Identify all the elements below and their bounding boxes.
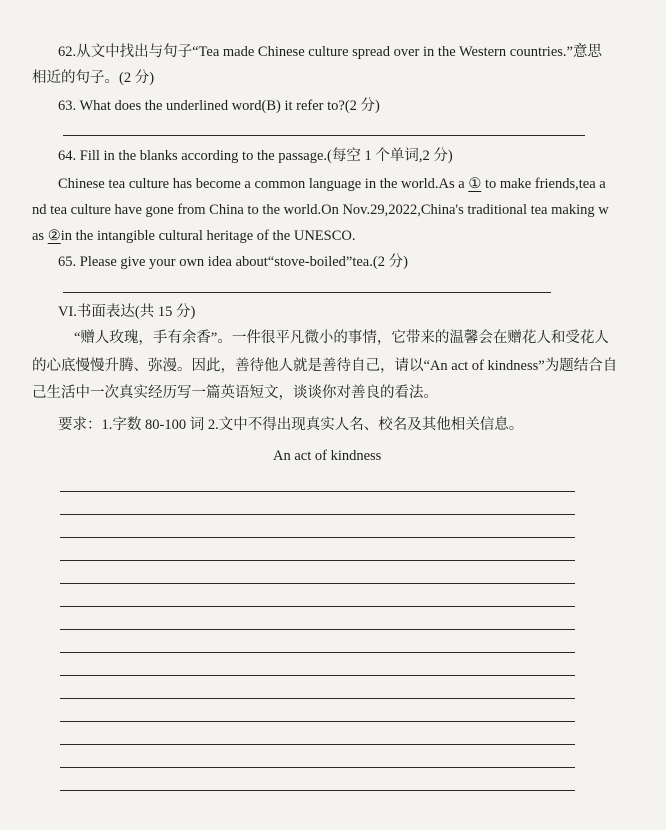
essay-title: An act of kindness xyxy=(273,448,382,464)
writing-line[interactable] xyxy=(60,491,575,492)
q64-line2: nd tea culture have gone from China to the world.On Nov.29,2022,China's traditional tea making w xyxy=(32,202,609,218)
q64-line1-before: Chinese tea culture has become a common language in the world.As a xyxy=(58,176,469,192)
writing-line[interactable] xyxy=(60,675,575,676)
writing-line[interactable] xyxy=(60,514,575,515)
q64-line1-after: to make friends,tea a xyxy=(481,176,606,192)
q64-line1 xyxy=(58,175,606,193)
writing-line[interactable] xyxy=(60,629,575,630)
q65-answer-line[interactable] xyxy=(63,292,551,293)
writing-line[interactable] xyxy=(60,721,575,722)
q63-text: 63. What does the underlined word(B) it refer to?(2 分) xyxy=(58,98,380,114)
section6-para-line1: “赠人玫瑰，手有余香”。一件很平凡微小的事情，它带来的温馨会在赠花人和受花人 xyxy=(74,330,609,346)
q65-text: 65. Please give your own idea about“stove-boiled”tea.(2 分) xyxy=(58,254,408,270)
blank-1[interactable]: ① xyxy=(468,176,482,192)
writing-line[interactable] xyxy=(60,652,575,653)
writing-line[interactable] xyxy=(60,583,575,584)
q64-line3-before: as xyxy=(32,228,48,244)
q64-prompt: 64. Fill in the blanks according to the passage.(每空 1 个单词,2 分) xyxy=(58,148,453,164)
q64-line3-after: in the intangible cultural heritage of the UNESCO. xyxy=(60,228,356,244)
q62-line2: 相近的句子。(2 分) xyxy=(32,70,155,86)
section6-heading: VI.书面表达(共 15 分) xyxy=(58,304,196,320)
section6-para-line2: 的心底慢慢升腾、弥漫。因此，善待他人就是善待自己，请以“An act of kindness”为题结合自 xyxy=(32,358,618,374)
writing-line[interactable] xyxy=(60,560,575,561)
q64-line3 xyxy=(32,227,355,245)
q63-answer-line[interactable] xyxy=(63,135,585,136)
writing-line[interactable] xyxy=(60,790,575,791)
section6-requirements: 要求：1.字数 80-100 词 2.文中不得出现真实人名、校名及其他相关信息。 xyxy=(58,417,524,433)
writing-line[interactable] xyxy=(60,767,575,768)
blank-2[interactable]: ② xyxy=(47,228,61,244)
writing-line[interactable] xyxy=(60,606,575,607)
writing-line[interactable] xyxy=(60,537,575,538)
writing-line[interactable] xyxy=(60,698,575,699)
q62-line1: 62.从文中找出与句子“Tea made Chinese culture spread over in the Western countries.”意思 xyxy=(58,44,602,60)
section6-para-line3: 己生活中一次真实经历写一篇英语短文，谈谈你对善良的看法。 xyxy=(32,385,438,401)
writing-line[interactable] xyxy=(60,744,575,745)
